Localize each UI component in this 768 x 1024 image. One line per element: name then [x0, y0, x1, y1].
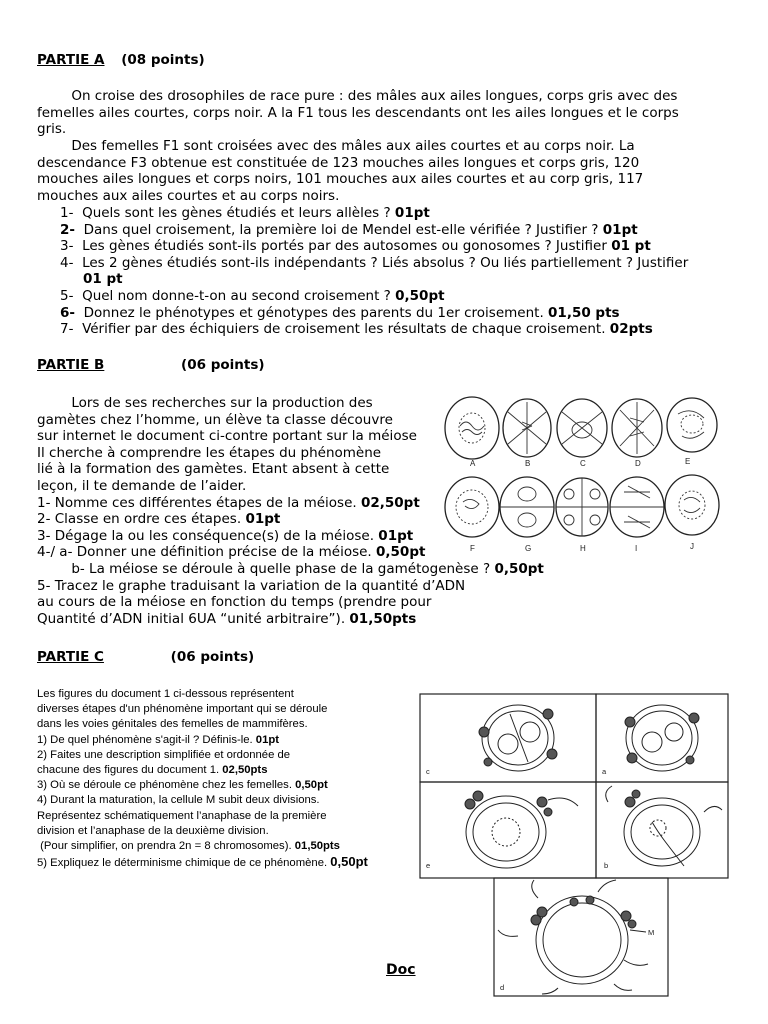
question-item	[37, 854, 368, 871]
question-text: 2- Classe en ordre ces étapes.	[37, 511, 242, 528]
figure-label: G	[525, 544, 532, 553]
partC-header	[37, 649, 254, 665]
question-number: 4-	[60, 254, 74, 271]
question-text: Donnez le phénotypes et génotypes des parents du 1er croisement.	[83, 304, 544, 321]
partC-text	[37, 687, 368, 871]
question-item	[37, 594, 544, 611]
question-text: 3) Où se déroule ce phénomène chez les femelles.	[37, 779, 292, 792]
question-points: 01 pt	[611, 238, 651, 255]
question-item	[37, 561, 544, 578]
panel-label: a	[602, 767, 607, 776]
question-points: 02,50pts	[222, 764, 268, 777]
text-line: Les figures du document 1 ci-dessous représentent	[37, 688, 294, 700]
partB-header	[37, 357, 265, 373]
question-item	[37, 578, 544, 595]
meiosis-figure	[430, 392, 730, 554]
fertilization-figure	[418, 692, 730, 1000]
figure-label: H	[580, 544, 586, 553]
question-number: 1-	[60, 205, 74, 221]
partB-title: PARTIE B	[37, 357, 105, 373]
question-points: 0,50pt	[395, 287, 445, 304]
cell-f	[445, 477, 499, 537]
text-line: mouches aux ailes courtes et au corps noirs.	[37, 187, 340, 204]
question-number: 3-	[60, 238, 74, 255]
question-text: 1- Nomme ces différentes étapes de la méiose.	[37, 494, 357, 511]
figure-label: E	[685, 457, 691, 466]
text-line: Des femelles F1 sont croisées avec des mâles aux ailes courtes et au corps noir. La	[37, 138, 635, 154]
question-text: 4-/ a- Donner une définition précise de la méiose.	[37, 544, 372, 561]
document-label: Doc	[386, 962, 416, 978]
text-line: dans les voies génitales des femelles de mammifères.	[37, 718, 308, 731]
text-line: gris.	[37, 121, 67, 138]
figure-label: C	[580, 459, 586, 468]
text-line: leçon, il te demande de l’aider.	[37, 477, 247, 494]
question-item	[37, 839, 368, 854]
text-line: Lors de ses recherches sur la production des	[37, 395, 373, 411]
question-item	[60, 321, 688, 338]
fertilization-diagram	[418, 692, 730, 1000]
text-line: femelles ailes courtes, corps noir. A la F1 tous les descendants ont les ailes longues et le corps	[37, 104, 679, 121]
question-text: Quantité d’ADN initial 6UA “unité arbitraire”).	[37, 610, 346, 627]
cell-j	[665, 475, 719, 535]
question-points: 01,50pts	[294, 840, 340, 853]
panel-a	[596, 694, 728, 782]
question-text: b- La méiose se déroule à quelle phase de la gamétogenèse ?	[37, 560, 491, 577]
question-points: 02,50pt	[360, 494, 420, 511]
partA-title: PARTIE A	[37, 52, 105, 68]
partA-questions	[60, 205, 688, 338]
partA-para2	[37, 138, 643, 204]
partC-title: PARTIE C	[37, 649, 104, 665]
text-line: diverses étapes d'un phénomène important qui se déroule	[37, 703, 328, 716]
text-line: mouches ailes longues et corps noirs, 101 mouches aux ailes courtes et au corp gris, 117	[37, 171, 644, 188]
panel-label: d	[500, 983, 505, 992]
text-line: Représentez schématiquement l’anaphase de la première	[37, 809, 327, 822]
panel-label: c	[426, 767, 430, 776]
cell-a	[445, 397, 499, 459]
text-line: division et l’anaphase de la deuxième division.	[37, 824, 269, 837]
question-item	[60, 222, 688, 239]
question-points: 0,50pt	[330, 854, 368, 870]
question-number: 6-	[60, 304, 75, 321]
partA-header	[37, 52, 205, 68]
question-item	[37, 733, 368, 748]
text-line: On croise des drosophiles de race pure : des mâles aux ailes longues, corps gris avec des	[37, 88, 678, 104]
panel-c	[420, 694, 596, 782]
question-text: chacune des figures du document 1.	[37, 764, 220, 777]
text-line: descendance F3 obtenue est constituée de 123 mouches ailes longues et corps gris, 120	[37, 154, 640, 171]
question-text: Dans quel croisement, la première loi de Mendel est-elle vérifiée ? Justifier ?	[83, 221, 599, 238]
text-line: 4) Durant la maturation, la cellule M subit deux divisions.	[37, 794, 320, 807]
panel-b	[596, 782, 728, 878]
partA-para1	[37, 88, 679, 138]
partA-points: (08 points)	[121, 52, 205, 68]
question-text: 1) De quel phénomène s'agit-il ? Définis-le.	[37, 733, 253, 746]
question-item	[60, 205, 688, 222]
question-points: 01pt	[602, 221, 638, 238]
question-item	[37, 611, 544, 628]
question-text: (Pour simplifier, on prendra 2n = 8 chromosomes).	[37, 840, 292, 853]
question-points: 0,50pt	[494, 560, 544, 577]
question-item	[60, 255, 688, 272]
question-text: Quels sont les gènes étudiés et leurs allèles ?	[82, 205, 391, 221]
question-number: 2-	[60, 221, 75, 238]
question-points: 0,50pt	[295, 779, 328, 792]
partC-points: (06 points)	[170, 649, 255, 665]
question-text: Quel nom donne-t-on au second croisement ?	[82, 287, 391, 304]
question-text: Vérifier par des échiquiers de croisement les résultats de chaque croisement.	[82, 321, 606, 338]
question-points: 01,50 pts	[548, 304, 620, 321]
question-number: 7-	[60, 321, 74, 338]
figure-label: I	[635, 544, 638, 553]
question-points: 01 pt	[83, 271, 123, 288]
figure-label: B	[525, 459, 531, 468]
panel-label: e	[426, 861, 431, 870]
question-text: 5) Expliquez le déterminisme chimique de ce phénomène.	[37, 857, 328, 870]
text-line: lié à la formation des gamètes. Etant absent à cette	[37, 461, 390, 478]
question-item	[60, 288, 688, 305]
text-line: sur internet le document ci-contre portant sur la méiose	[37, 428, 417, 445]
figure-label: J	[690, 542, 694, 551]
figure-overlap	[420, 962, 480, 982]
text-line: 2) Faites une description simplifiée et ordonnée de	[37, 748, 291, 761]
text-line: Il cherche à comprendre les étapes du phénomène	[37, 444, 382, 461]
question-points: 01pt	[255, 733, 280, 746]
question-item	[37, 778, 368, 793]
question-points: 01pt	[378, 527, 414, 544]
question-text: 5- Tracez le graphe traduisant la variation de la quantité d’ADN	[37, 577, 466, 594]
figure-label: D	[635, 459, 641, 468]
partB-points: (06 points)	[181, 357, 265, 373]
figure-label: F	[470, 544, 475, 553]
question-item	[60, 238, 688, 255]
meiosis-diagram	[430, 392, 730, 554]
panel-label: b	[604, 861, 609, 870]
figure-label: A	[470, 459, 476, 468]
question-item	[37, 763, 368, 778]
question-text: au cours de la méiose en fonction du temps (prendre pour	[37, 594, 432, 611]
question-points: 02pts	[609, 321, 653, 338]
question-points: 01pt	[394, 205, 430, 221]
question-text: 3- Dégage la ou les conséquence(s) de la méiose.	[37, 527, 374, 544]
question-item	[60, 271, 688, 288]
question-text: Les 2 gènes étudiés sont-ils indépendants ? Liés absolus ? Ou liés partiellement ? Justifier	[82, 254, 689, 271]
question-points: 0,50pt	[376, 544, 426, 561]
question-points: 01pt	[245, 511, 281, 528]
cell-e	[667, 398, 717, 452]
question-item	[60, 305, 688, 322]
question-text: Les gènes étudiés sont-ils portés par des autosomes ou gonosomes ? Justifier	[82, 238, 607, 255]
question-number: 5-	[60, 287, 74, 304]
question-points: 01,50pts	[349, 610, 417, 627]
cell-m-label: M	[648, 928, 655, 937]
text-line: gamètes chez l’homme, un élève ta classe découvre	[37, 411, 393, 428]
